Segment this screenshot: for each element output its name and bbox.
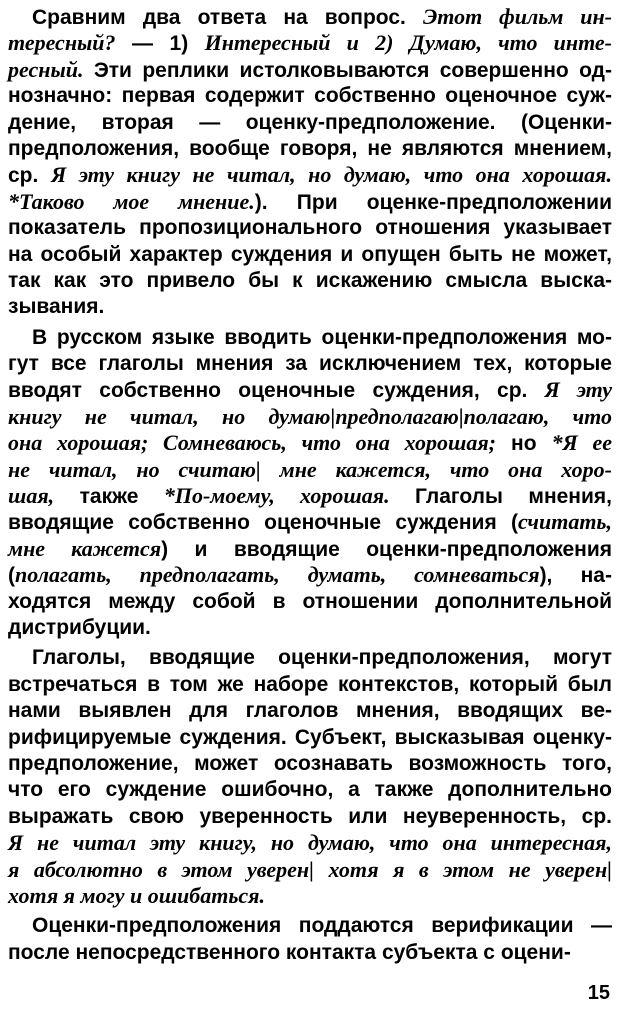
text-line: [8, 483, 612, 509]
text-line: [8, 215, 612, 241]
text-run: вводят собственно оценочные суждения, ср.: [8, 379, 545, 403]
text-line: [8, 751, 612, 777]
italic-text: Этот фильм ин-: [422, 4, 612, 29]
text-run: Оценки-предположения поддаются верификации —: [32, 914, 612, 938]
text-line: [8, 404, 612, 430]
text-line: [8, 351, 612, 377]
italic-text: не читал, но считаю| мне кажется, что она хоро-: [8, 456, 612, 482]
text-line: [8, 589, 612, 615]
text-run: зывания.: [8, 295, 105, 319]
italic-text: полагать, предполагать, думать, сомневаться: [15, 562, 540, 588]
italic-text: мне кажется: [8, 535, 162, 561]
text-run: предположения, вообще говоря, не являются мнением,: [8, 136, 612, 160]
text-line: [8, 777, 612, 803]
text-run: Сравним два ответа на вопрос.: [32, 6, 423, 29]
text-line: [8, 804, 612, 830]
italic-text: книгу не читал, но думаю|предполагаю|полагаю, что: [8, 403, 612, 429]
text-line: [8, 645, 612, 671]
text-line: [8, 377, 612, 403]
text-line: [8, 830, 612, 856]
text-line: [8, 4, 612, 30]
text-line: [8, 57, 612, 83]
text-run: вводящие собственно оценочные суждения (: [8, 511, 518, 535]
italic-text: Я не читал эту книгу, но думаю, что она интересная,: [8, 830, 612, 856]
text-line: [8, 883, 612, 909]
text-run: ср.: [8, 164, 52, 188]
italic-text: ресный.: [8, 56, 84, 82]
text-run: показатель пропозиционального отношения указывает: [8, 216, 612, 240]
italic-text: шая,: [8, 483, 55, 509]
italic-text: Я эту: [544, 377, 612, 403]
text-run: ходятся между собой в отношении дополнительной: [8, 589, 612, 613]
text-line: [8, 242, 612, 268]
text-line: [8, 189, 612, 215]
italic-text: *Я ее: [551, 430, 613, 456]
text-line: [8, 913, 612, 939]
text-run: на особый характер суждения и опущен быть не может,: [8, 242, 612, 266]
text-run: что его суждение ошибочно, а также дополнительно: [8, 778, 612, 802]
text-run: предположение, может осознавать возможность того,: [8, 751, 612, 775]
text-run: ). При оценке-предположении: [254, 190, 612, 214]
paragraph: [8, 4, 612, 321]
italic-text: *По-моему, хорошая.: [163, 483, 390, 509]
text-line: [8, 698, 612, 724]
text-line: [8, 725, 612, 751]
text-line: [8, 536, 612, 562]
text-line: [8, 940, 612, 966]
text-run: В русском языке вводить оценки-предположения мо-: [32, 325, 612, 349]
text-line: [8, 430, 612, 456]
text-run: рифицируемые суждения. Субъект, высказывая оценку-: [8, 725, 612, 749]
text-line: [8, 672, 612, 698]
text-run: после непосредственного контакта субъекта с оцени-: [8, 940, 571, 964]
text-run: Глаголы, вводящие оценки-предположения, могут: [32, 646, 612, 670]
text-line: [8, 83, 612, 109]
text-run: но: [496, 432, 552, 456]
text-line: [8, 162, 612, 188]
text-line: [8, 562, 612, 588]
italic-text: тересный?: [8, 30, 116, 56]
text-body: [8, 4, 612, 966]
text-run: встречаться в том же наборе контекстов, который был: [8, 672, 612, 696]
text-run: (: [8, 564, 15, 588]
text-run: также: [54, 485, 164, 509]
text-run: ) и вводящие оценки-предположения: [161, 537, 612, 561]
italic-text: хотя я могу и ошибаться.: [8, 882, 265, 908]
text-line: [8, 294, 612, 320]
text-run: нами выявлен для глаголов мнения, вводящих ве-: [8, 699, 612, 723]
text-run: дение, вторая — оценку-предположение. (Оценки-: [8, 110, 612, 134]
italic-text: я абсолютно в этом уверен| хотя я в этом не уверен|: [8, 856, 612, 882]
text-line: [8, 509, 612, 535]
page-number: 15: [587, 982, 610, 1004]
text-line: [8, 110, 612, 136]
paragraph: [8, 645, 612, 909]
paragraph: [8, 913, 612, 966]
text-run: Эти реплики истолковываются совершенно од-: [83, 58, 612, 82]
text-line: [8, 268, 612, 294]
italic-text: Я эту книгу не читал, но думаю, что она хорошая.: [51, 162, 612, 188]
paragraph: [8, 325, 612, 642]
italic-text: *Таково мое мнение.: [8, 188, 255, 214]
text-line: [8, 457, 612, 483]
text-run: выражать свою уверенность или неуверенность, ср.: [8, 804, 612, 828]
italic-text: считать,: [517, 509, 612, 535]
text-run: так как это привело бы к искажению смысла выска-: [8, 268, 612, 292]
text-line: [8, 857, 612, 883]
text-line: [8, 615, 612, 641]
text-line: [8, 325, 612, 351]
text-line: [8, 136, 612, 162]
text-run: Глаголы мнения,: [389, 485, 612, 509]
text-run: дистрибуции.: [8, 615, 151, 639]
text-run: — 1): [115, 32, 205, 56]
italic-text: она хорошая; Сомневаюсь, что она хорошая;: [8, 430, 497, 456]
italic-text: Интересный и 2) Думаю, что инте-: [204, 30, 612, 56]
text-line: [8, 30, 612, 56]
text-run: гут все глаголы мнения за исключением тех, которые: [8, 352, 612, 376]
text-run: нозначно: первая содержит собственно оценочное суж-: [8, 84, 612, 108]
text-run: ), на-: [539, 564, 612, 588]
